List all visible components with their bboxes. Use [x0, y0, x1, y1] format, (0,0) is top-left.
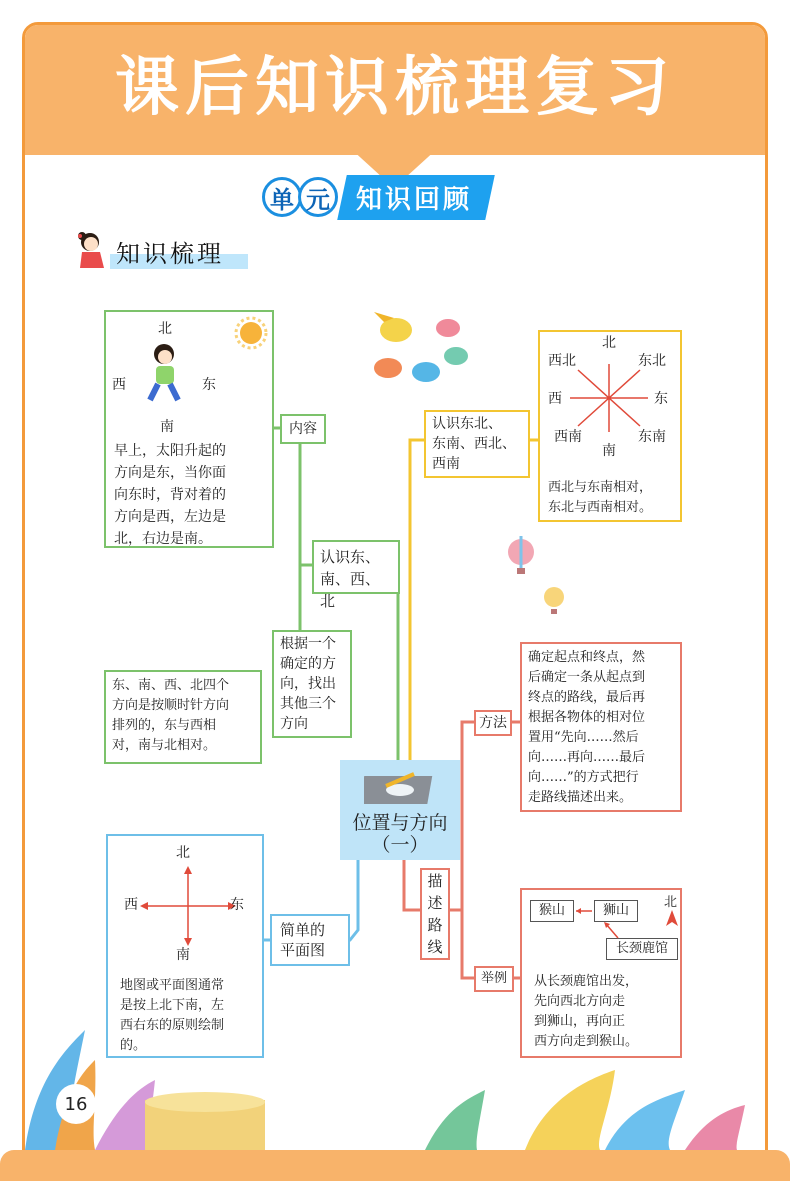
- map-east: 东: [230, 897, 244, 913]
- birds-illustration: [368, 308, 478, 390]
- node-char: 路: [427, 916, 443, 934]
- recognize-four-directions-node: [312, 540, 400, 610]
- content-line: 北，右边是南。: [114, 531, 212, 547]
- plant-decoration: [25, 990, 765, 1150]
- node-line: 南、西、北: [320, 570, 381, 610]
- recognize-diagonal-directions-node: [424, 410, 530, 478]
- text-line: 终点的路线，最后再: [528, 690, 646, 705]
- compass-e: 东: [654, 391, 668, 407]
- text-line: 西右东的原则绘制: [120, 1018, 225, 1033]
- map-north: 北: [176, 845, 190, 861]
- compass-ne: 东北: [638, 353, 666, 369]
- balloon-icon: [505, 536, 549, 580]
- content-line: 向东时，背对着的: [114, 487, 226, 503]
- text-line: 根据各物体的相对位: [528, 710, 646, 725]
- text-line: 是按上北下南，左: [120, 998, 225, 1013]
- central-topic-line: 位置与方向: [352, 812, 448, 834]
- text-line: 对，南与北相对。: [112, 738, 217, 753]
- compass-s: 南: [602, 443, 616, 459]
- tag-circle-1: 单: [262, 177, 302, 217]
- note-line: 西北与东南相对，: [548, 480, 653, 495]
- eight-direction-compass-box: [538, 330, 682, 522]
- node-line: 东南、西北、: [432, 436, 516, 452]
- central-topic-line: （一）: [371, 834, 429, 856]
- content-line: 早上，太阳升起的: [114, 443, 226, 459]
- bottom-bar: [0, 1150, 790, 1181]
- compass-se: 东南: [638, 429, 666, 445]
- text-line: 向……再向……最后: [528, 750, 646, 765]
- map-south: 南: [176, 947, 190, 963]
- method-label-node: 方法: [474, 710, 512, 736]
- text-line: 走路线描述出来。: [528, 790, 633, 805]
- place-lion-hill: 狮山: [594, 900, 638, 922]
- sun-icon: [234, 316, 268, 350]
- compass-w: 西: [548, 391, 562, 407]
- text-line: 东、南、西、北四个: [112, 678, 230, 693]
- opposite-note: [548, 478, 652, 518]
- text-line: 后确定一条从起点到: [528, 670, 646, 685]
- compass-nw: 西北: [548, 353, 576, 369]
- text-line: 方向: [280, 716, 308, 732]
- content-text: [114, 440, 226, 550]
- central-topic-label: [340, 812, 460, 856]
- content-label-node: 内容: [280, 414, 326, 444]
- text-line: 先向西北方向走: [534, 994, 626, 1009]
- small-balloon-icon: [540, 585, 570, 621]
- node-line: 西南: [432, 456, 460, 472]
- running-boy-icon: [142, 342, 188, 408]
- simple-map-node: [270, 914, 350, 966]
- text-line: 从长颈鹿馆出发，: [534, 974, 639, 989]
- clockwise-directions-box: [104, 670, 262, 764]
- tag-circle-2: 元: [298, 177, 338, 217]
- north-marker: 北: [664, 895, 678, 910]
- central-topic-node: [340, 760, 460, 860]
- text-line: 排列的，东与西相: [112, 718, 217, 733]
- compass-west: 西: [112, 377, 126, 393]
- page-title: 课后知识梳理复习: [115, 51, 675, 125]
- text-line: 地图或平面图通常: [120, 978, 225, 993]
- text-line: 西方向走到猴山。: [534, 1034, 639, 1049]
- node-line: 认识东北、: [432, 416, 502, 432]
- map-west: 西: [124, 897, 138, 913]
- east-west-content-box: [104, 310, 274, 548]
- node-char: 述: [427, 894, 443, 912]
- compass-north: 北: [158, 321, 172, 337]
- method-description-box: [520, 642, 682, 812]
- place-monkey-hill: 猴山: [530, 900, 574, 922]
- example-label-node: 举例: [474, 966, 514, 992]
- find-directions-box: [272, 630, 352, 738]
- text-line: 向……”的方式把行: [528, 770, 639, 785]
- sub-heading-label: 知识梳理: [110, 232, 248, 269]
- section-title: 知识回顾: [356, 184, 473, 215]
- compass-plate-icon: [364, 766, 436, 808]
- text-line: 的。: [120, 1038, 147, 1053]
- north-arrow-icon: [666, 910, 678, 926]
- text-line: 向，找出: [280, 676, 336, 692]
- node-line: 简单的: [280, 921, 326, 939]
- describe-route-node: [420, 868, 450, 960]
- node-char: 描: [427, 872, 443, 890]
- route-arrows: [572, 906, 622, 942]
- compass-east: 东: [202, 377, 216, 393]
- text-line: 确定的方: [280, 656, 336, 672]
- node-line: 平面图: [280, 941, 326, 959]
- content-line: 方向是东，当你面: [114, 465, 226, 481]
- page-number: 16: [56, 1084, 96, 1124]
- text-line: 确定起点和终点，然: [528, 650, 646, 665]
- node-char: 线: [427, 938, 443, 956]
- node-line: 认识东、: [320, 548, 381, 566]
- content-line: 方向是西，左边是: [114, 509, 226, 525]
- compass-south: 南: [160, 419, 174, 435]
- text-line: 到狮山，再向正: [534, 1014, 626, 1029]
- text-line: 其他三个: [280, 696, 336, 712]
- text-line: 根据一个: [280, 636, 336, 652]
- place-giraffe-house: 长颈鹿馆: [606, 938, 678, 960]
- text-line: 置用“先向……然后: [528, 730, 639, 745]
- text-line: 方向是按顺时针方向: [112, 698, 230, 713]
- compass-sw: 西南: [554, 429, 582, 445]
- four-direction-cross-icon: [138, 864, 238, 948]
- note-line: 东北与西南相对。: [548, 500, 653, 515]
- compass-n: 北: [602, 335, 616, 351]
